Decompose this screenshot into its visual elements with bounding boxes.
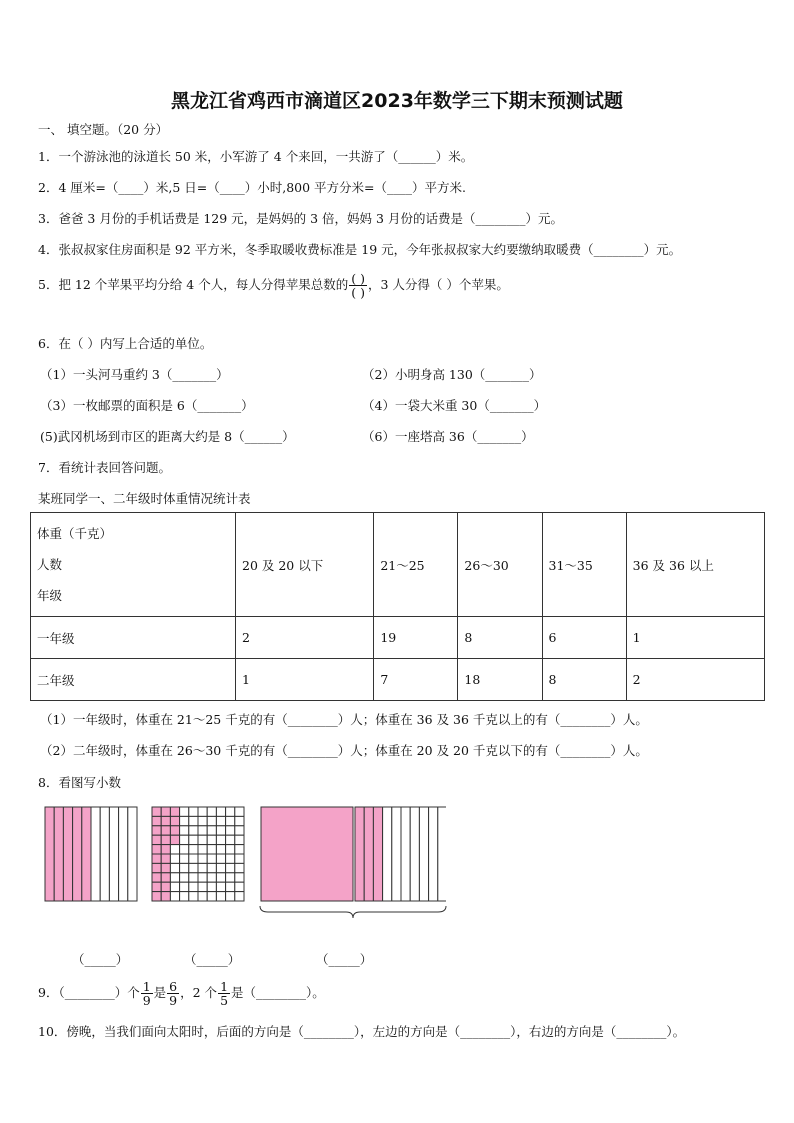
hundredth-cell	[189, 873, 198, 882]
hundredth-cell	[180, 816, 189, 825]
q5-numerator: ( )	[351, 271, 365, 286]
table-title: 某班同学一、二年级时体重情况统计表	[38, 491, 251, 506]
hundredth-cell	[161, 807, 170, 816]
q8-answer-blank[interactable]: （_____）	[316, 952, 373, 967]
hundredth-cell	[198, 826, 207, 835]
hundredth-cell	[207, 816, 216, 825]
question-4: 4．张叔叔家住房面积是 92 平方米，冬季取暖收费标准是 19 元，今年张叔叔家大约要缴纳取暖费（________）元。	[38, 242, 682, 257]
fraction	[141, 980, 153, 1007]
q8-answer-blank[interactable]: （_____）	[72, 952, 129, 967]
hundredth-cell	[198, 873, 207, 882]
hundredth-cell	[161, 835, 170, 844]
brace-icon	[258, 904, 448, 920]
tenth-strip	[128, 807, 137, 901]
tenth-strip	[73, 807, 82, 901]
column-header: 20 及 20 以下	[236, 513, 374, 617]
question-9	[38, 975, 325, 1011]
hundredth-cell	[170, 826, 179, 835]
hundredth-cell	[226, 845, 235, 854]
tenth-strip	[429, 807, 438, 901]
hundredth-cell	[152, 826, 161, 835]
hundredth-cell	[207, 882, 216, 891]
question-8: 8．看图写小数	[38, 775, 121, 790]
weight-table	[30, 512, 765, 701]
table-cell: 1	[626, 617, 764, 659]
hundredth-cell	[235, 854, 244, 863]
row-label: 一年级	[31, 617, 236, 659]
hundredth-cell	[235, 873, 244, 882]
hundredth-cell	[226, 854, 235, 863]
row-label: 二年级	[31, 659, 236, 701]
hundredth-cell	[226, 873, 235, 882]
tenth-strip	[410, 807, 419, 901]
hundredth-cell	[216, 826, 225, 835]
q9-part: 9．（________）个	[38, 985, 140, 1000]
hundredth-cell	[216, 863, 225, 872]
tenth-strip	[109, 807, 118, 901]
hundredth-cell	[226, 892, 235, 901]
hundredth-cell	[216, 882, 225, 891]
q9-part: 是	[153, 985, 167, 1000]
hundredth-cell	[161, 892, 170, 901]
hundredth-cell	[207, 835, 216, 844]
question-10: 10．傍晚，当我们面向太阳时，后面的方向是（________），左边的方向是（________），右边的方向是（________）。	[38, 1024, 686, 1039]
hundredth-cell	[198, 892, 207, 901]
q5-fraction	[349, 272, 367, 299]
hundredth-cell	[180, 826, 189, 835]
hundredth-cell	[226, 807, 235, 816]
question-3: 3．爸爸 3 月份的手机话费是 129 元，是妈妈的 3 倍，妈妈 3 月份的话费是（________）元。	[38, 211, 563, 226]
hundredth-cell	[226, 826, 235, 835]
question-7: 7．看统计表回答问题。	[38, 460, 171, 475]
hundredth-cell	[180, 854, 189, 863]
q8-answer-blank[interactable]: （_____）	[184, 952, 241, 967]
tenth-strip	[364, 807, 373, 901]
table-cell: 2	[236, 617, 374, 659]
numerator: 1	[220, 978, 229, 994]
hundredth-cell	[235, 835, 244, 844]
hundredth-cell	[207, 892, 216, 901]
hundredth-cell	[152, 835, 161, 844]
column-header: 36 及 36 以上	[626, 513, 764, 617]
hundredth-cell	[170, 863, 179, 872]
column-header: 26～30	[458, 513, 542, 617]
fraction	[218, 980, 230, 1007]
hundredth-cell	[161, 882, 170, 891]
hundredth-cell	[216, 892, 225, 901]
hundredth-cell	[235, 863, 244, 872]
hundredth-cell	[161, 863, 170, 872]
tenth-strip	[45, 807, 54, 901]
hundredth-cell	[189, 845, 198, 854]
hundredth-cell	[170, 816, 179, 825]
hundredth-cell	[235, 845, 244, 854]
corner-cell	[31, 513, 236, 617]
q7-subquestion-2: （2）二年级时，体重在 26～30 千克的有（________）人；体重在 20 及 20 千克以下的有（________）人。	[40, 743, 648, 758]
hundredth-cell	[216, 845, 225, 854]
hundredth-cell	[189, 816, 198, 825]
hundredth-cell	[189, 854, 198, 863]
table-cell: 8	[542, 659, 626, 701]
table-cell: 8	[458, 617, 542, 659]
hundredth-cell	[189, 826, 198, 835]
tenths-figure	[44, 806, 138, 902]
question-5	[38, 272, 509, 299]
q6-item: （2）小明身高 130（_______）	[362, 367, 542, 382]
tenth-strip	[392, 807, 401, 901]
question-1: 1．一个游泳池的泳道长 50 米，小军游了 4 个来回，一共游了（______）米。	[38, 149, 474, 164]
hundredth-cell	[198, 835, 207, 844]
hundredth-cell	[216, 816, 225, 825]
table-cell: 7	[374, 659, 458, 701]
q6-item: （4）一袋大米重 30（_______）	[362, 398, 547, 413]
hundredth-cell	[198, 854, 207, 863]
table-row	[31, 659, 765, 701]
hundredth-cell	[216, 835, 225, 844]
hundredth-cell	[189, 835, 198, 844]
hundredth-cell	[152, 807, 161, 816]
tenth-strip	[355, 807, 364, 901]
question-2: 2．4 厘米=（____）米,5 日=（____）小时,800 平方分米=（____）平方米.	[38, 180, 466, 195]
q9-part: ，2 个	[180, 985, 218, 1000]
table-cell: 2	[626, 659, 764, 701]
tenth-strip	[419, 807, 428, 901]
hundredth-cell	[170, 854, 179, 863]
hundredth-cell	[180, 873, 189, 882]
q7-subquestion-1: （1）一年级时，体重在 21～25 千克的有（________）人；体重在 36 及 36 千克以上的有（________）人。	[40, 712, 648, 727]
q6-item: （3）一枚邮票的面积是 6（_______）	[40, 398, 254, 413]
hundredth-cell	[152, 854, 161, 863]
hundredth-cell	[235, 807, 244, 816]
section-heading: 一、 填空题。（20 分）	[38, 122, 169, 137]
hundredth-cell	[161, 816, 170, 825]
corner-label: 人数	[37, 557, 63, 572]
denominator: 5	[220, 993, 229, 1008]
q5-denominator: ( )	[351, 285, 365, 301]
hundredth-cell	[207, 873, 216, 882]
column-header: 31～35	[542, 513, 626, 617]
numerator: 1	[142, 978, 151, 994]
q5-after: ，3 人分得（ ）个苹果。	[367, 277, 509, 293]
tenth-strip	[63, 807, 72, 901]
question-6: 6．在（ ）内写上合适的单位。	[38, 336, 213, 351]
hundredth-cell	[226, 816, 235, 825]
hundredth-cell	[180, 807, 189, 816]
q9-part: 是（________）。	[231, 985, 325, 1000]
q6-item: （1）一头河马重约 3（_______）	[40, 367, 229, 382]
whole-square	[261, 807, 353, 901]
hundredth-cell	[235, 892, 244, 901]
hundredths-figure	[151, 806, 245, 902]
mixed-decimal-figure	[260, 806, 446, 902]
hundredth-cell	[152, 863, 161, 872]
tenth-strip	[82, 807, 91, 901]
hundredth-cell	[170, 873, 179, 882]
hundredth-cell	[170, 892, 179, 901]
hundredth-cell	[180, 835, 189, 844]
table-cell: 1	[236, 659, 374, 701]
hundredth-cell	[180, 863, 189, 872]
hundredth-cell	[189, 863, 198, 872]
hundredth-cell	[152, 882, 161, 891]
column-header: 21～25	[374, 513, 458, 617]
hundredth-cell	[170, 882, 179, 891]
hundredth-cell	[207, 826, 216, 835]
table-cell: 6	[542, 617, 626, 659]
hundredth-cell	[189, 882, 198, 891]
tenth-strip	[438, 807, 446, 901]
denominator: 9	[169, 993, 178, 1008]
q6-item: （6）一座塔高 36（_______）	[362, 429, 534, 444]
tenth-strip	[119, 807, 128, 901]
fraction	[167, 980, 179, 1007]
hundredth-cell	[226, 882, 235, 891]
hundredth-cell	[235, 826, 244, 835]
tenth-strip	[373, 807, 382, 901]
corner-label: 体重（千克）	[37, 526, 113, 541]
hundredth-cell	[161, 873, 170, 882]
hundredth-cell	[152, 845, 161, 854]
q5-before: 5．把 12 个苹果平均分给 4 个人，每人分得苹果总数的	[38, 277, 349, 293]
tenth-strip	[54, 807, 63, 901]
hundredth-cell	[235, 816, 244, 825]
q6-item: (5)武冈机场到市区的距离大约是 8（______）	[40, 429, 295, 444]
hundredth-cell	[207, 807, 216, 816]
hundredth-cell	[180, 892, 189, 901]
hundredth-cell	[152, 873, 161, 882]
hundredth-cell	[161, 826, 170, 835]
hundredth-cell	[170, 807, 179, 816]
denominator: 9	[142, 993, 151, 1008]
hundredth-cell	[198, 845, 207, 854]
hundredth-cell	[161, 845, 170, 854]
hundredth-cell	[198, 882, 207, 891]
hundredth-cell	[170, 845, 179, 854]
tenth-strip	[91, 807, 100, 901]
hundredth-cell	[207, 854, 216, 863]
hundredth-cell	[207, 863, 216, 872]
table-row	[31, 617, 765, 659]
hundredth-cell	[152, 892, 161, 901]
hundredth-cell	[198, 807, 207, 816]
hundredth-cell	[198, 863, 207, 872]
hundredth-cell	[161, 854, 170, 863]
hundredth-cell	[198, 816, 207, 825]
hundredth-cell	[170, 835, 179, 844]
hundredth-cell	[216, 807, 225, 816]
hundredth-cell	[207, 845, 216, 854]
table-cell: 18	[458, 659, 542, 701]
hundredth-cell	[235, 882, 244, 891]
tenth-strip	[100, 807, 109, 901]
hundredth-cell	[216, 873, 225, 882]
tenth-strip	[401, 807, 410, 901]
hundredth-cell	[180, 882, 189, 891]
numerator: 6	[169, 978, 178, 994]
table-cell: 19	[374, 617, 458, 659]
table-header-row	[31, 513, 765, 617]
hundredth-cell	[180, 845, 189, 854]
hundredth-cell	[216, 854, 225, 863]
corner-label: 年级	[37, 588, 63, 603]
hundredth-cell	[189, 892, 198, 901]
hundredth-cell	[152, 816, 161, 825]
hundredth-cell	[189, 807, 198, 816]
hundredth-cell	[226, 835, 235, 844]
tenth-strip	[383, 807, 392, 901]
page-title: 黑龙江省鸡西市滴道区2023年数学三下期末预测试题	[171, 90, 623, 112]
hundredth-cell	[226, 863, 235, 872]
